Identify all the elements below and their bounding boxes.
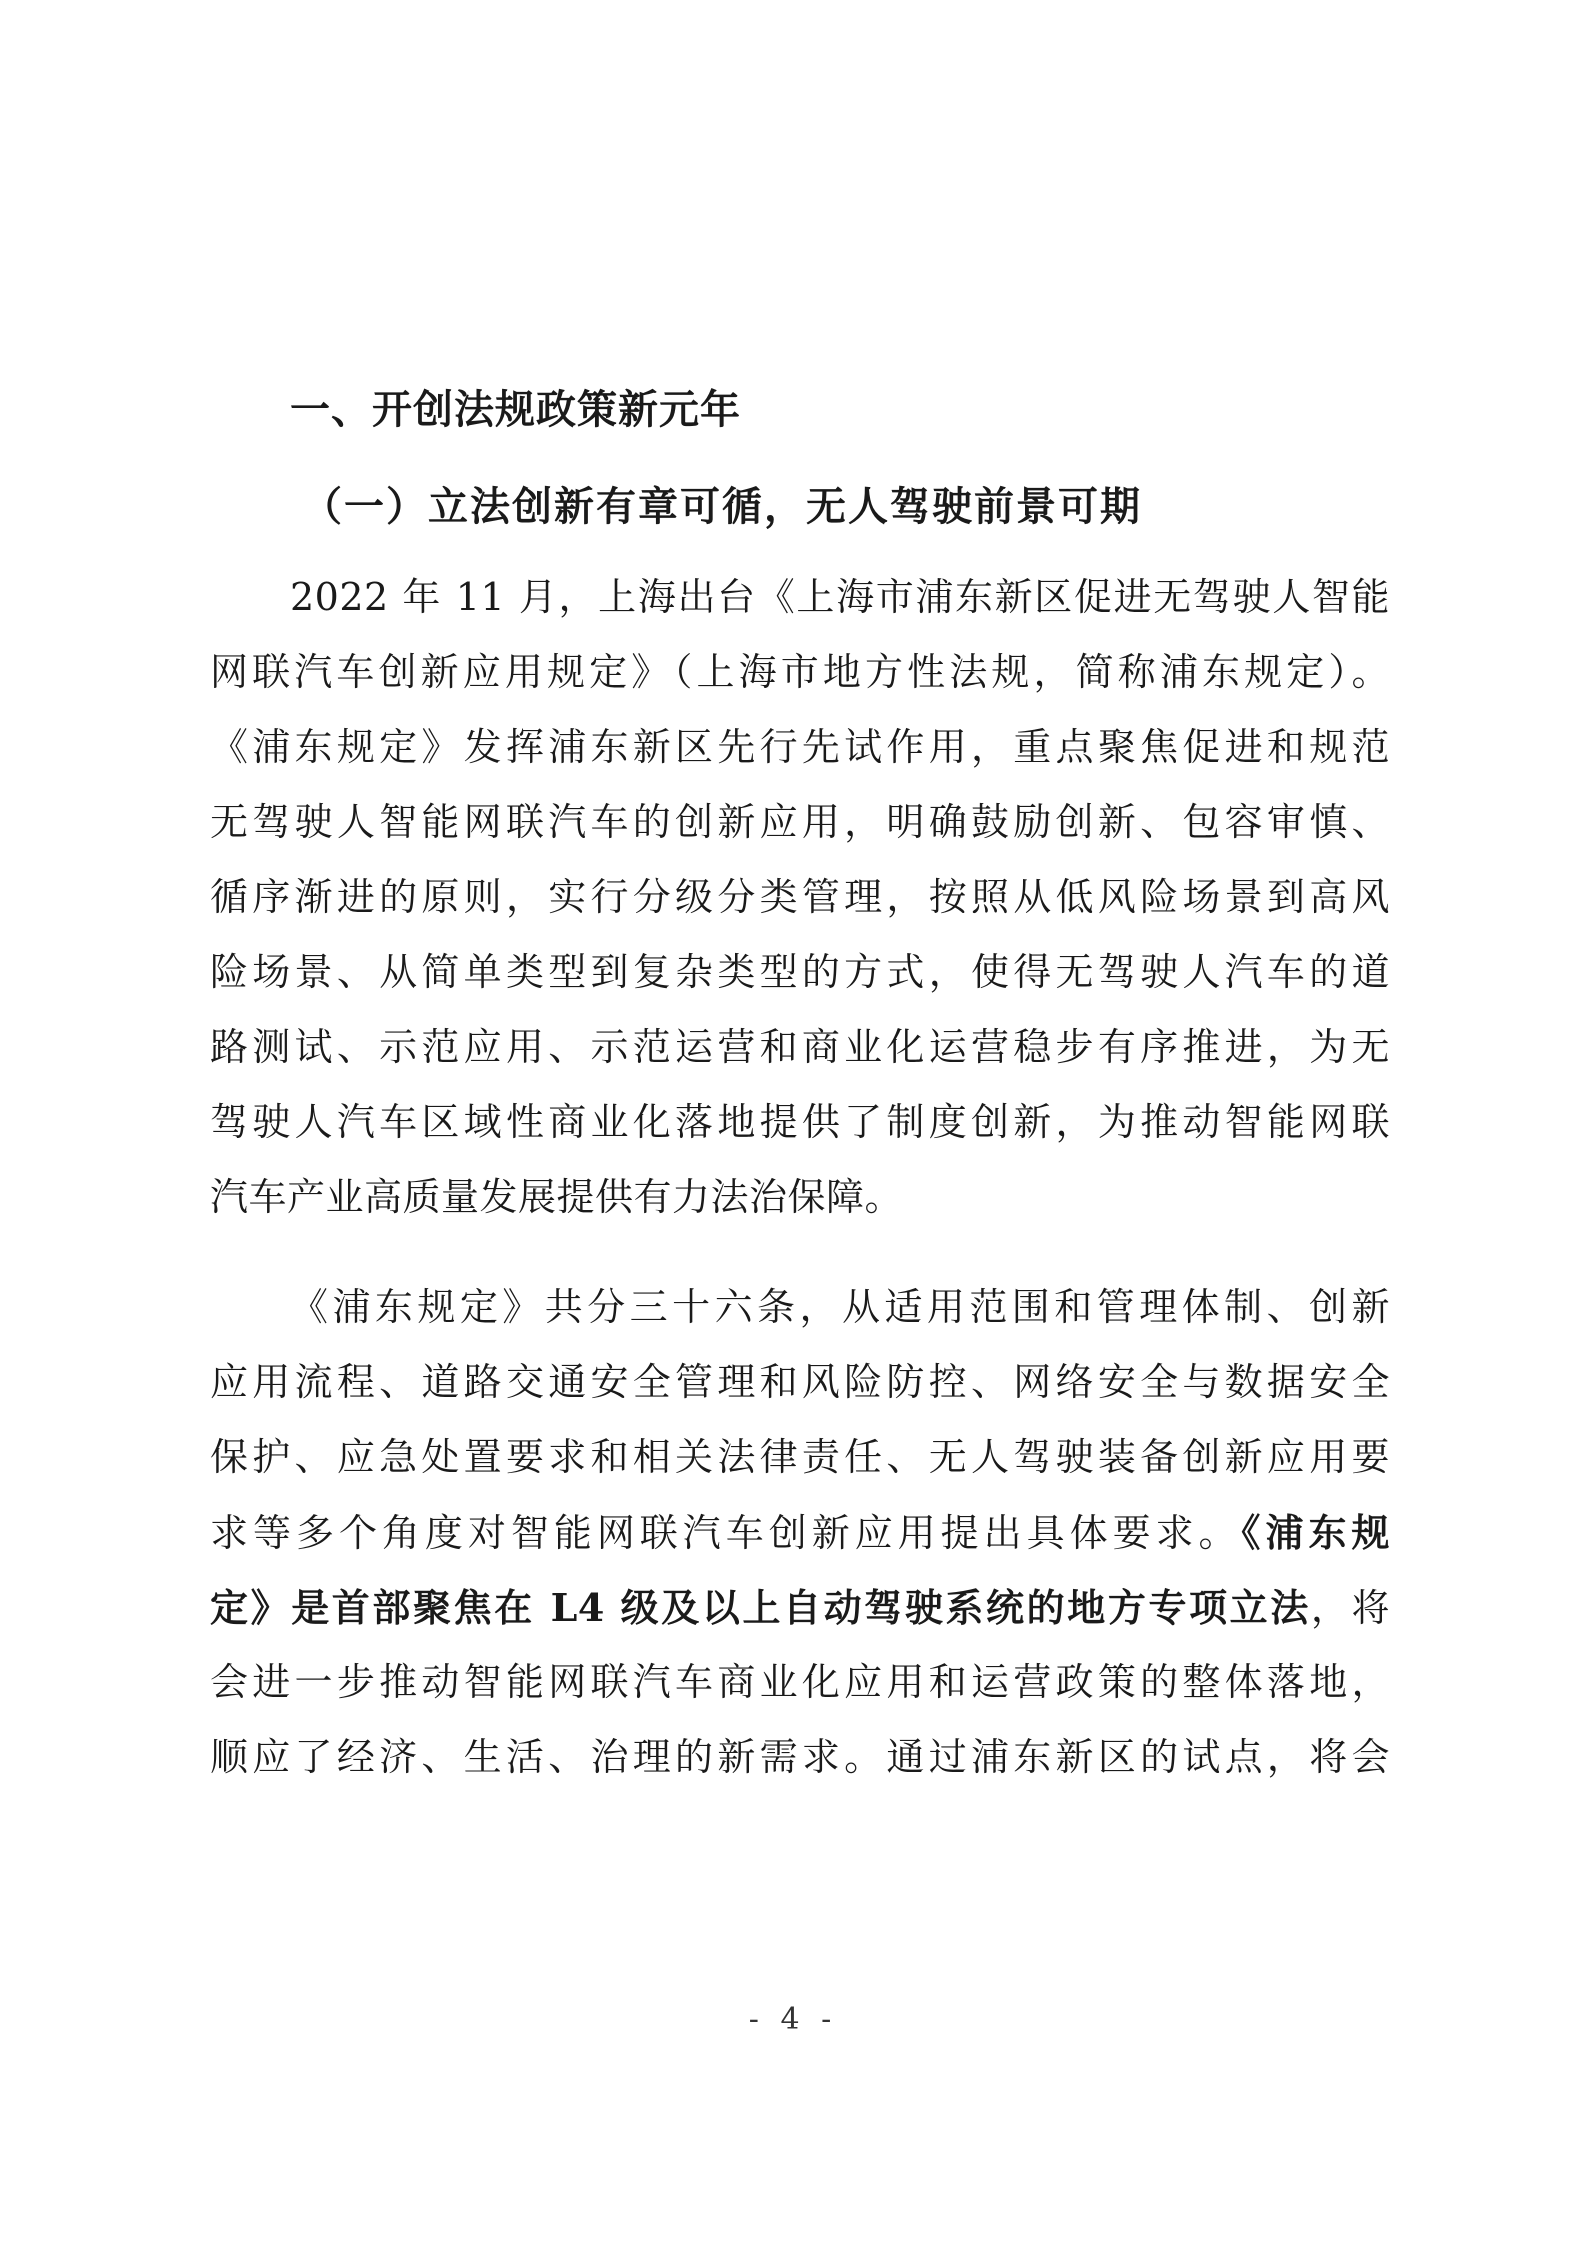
paragraph-line: 路测试、示范应用、示范运营和商业化运营稳步有序推进，为无 <box>210 1025 1390 1069</box>
paragraph-line: 顺应了经济、生活、治理的新需求。通过浦东新区的试点，将会 <box>210 1735 1390 1779</box>
paragraph-1 <box>210 560 1390 1235</box>
paragraph-line: 循序渐进的原则，实行分级分类管理，按照从低风险场景到高风 <box>210 875 1390 919</box>
paragraph-line-mixed <box>210 1495 1390 1570</box>
paragraph-2 <box>210 1270 1390 1795</box>
paragraph-line: 应用流程、道路交通安全管理和风险防控、网络安全与数据安全 <box>210 1360 1390 1404</box>
subsection-heading: （一）立法创新有章可循，无人驾驶前景可期 <box>302 483 1142 530</box>
paragraph-line: 汽车产业高质量发展提供有力法治保障。 <box>210 1175 904 1219</box>
paragraph-line: 无驾驶人智能网联汽车的创新应用，明确鼓励创新、包容审慎、 <box>210 800 1390 844</box>
paragraph-line: 驾驶人汽车区域性商业化落地提供了制度创新，为推动智能网联 <box>210 1100 1390 1144</box>
paragraph-line-mixed <box>210 1570 1390 1645</box>
paragraph-line: 网联汽车创新应用规定》（上海市地方性法规，简称浦东规定）。 <box>210 650 1390 694</box>
paragraph-line: 险场景、从简单类型到复杂类型的方式，使得无驾驶人汽车的道 <box>210 950 1390 994</box>
paragraph-line: 《浦东规定》共分三十六条，从适用范围和管理体制、创新 <box>290 1285 1390 1329</box>
normal-text: ，将 <box>1310 1586 1390 1630</box>
paragraph-line: 会进一步推动智能网联汽车商业化应用和运营政策的整体落地， <box>210 1660 1390 1704</box>
paragraph-line: 《浦东规定》发挥浦东新区先行先试作用，重点聚焦促进和规范 <box>210 725 1390 769</box>
paragraph-line: 2022 年 11 月，上海出台《上海市浦东新区促进无驾驶人智能 <box>290 575 1390 619</box>
bold-text: 《浦东规 <box>1241 1510 1390 1555</box>
normal-text: 求等多个角度对智能网联汽车创新应用提出具体要求。 <box>210 1511 1242 1555</box>
bold-text: 定》是首部聚焦在 L4 级及以上自动驾驶系统的地方专项立法 <box>210 1585 1311 1630</box>
paragraph-line: 保护、应急处置要求和相关法律责任、无人驾驶装备创新应用要 <box>210 1435 1390 1479</box>
page-number: - 4 - <box>748 2002 838 2037</box>
section-heading: 一、开创法规政策新元年 <box>290 387 741 433</box>
